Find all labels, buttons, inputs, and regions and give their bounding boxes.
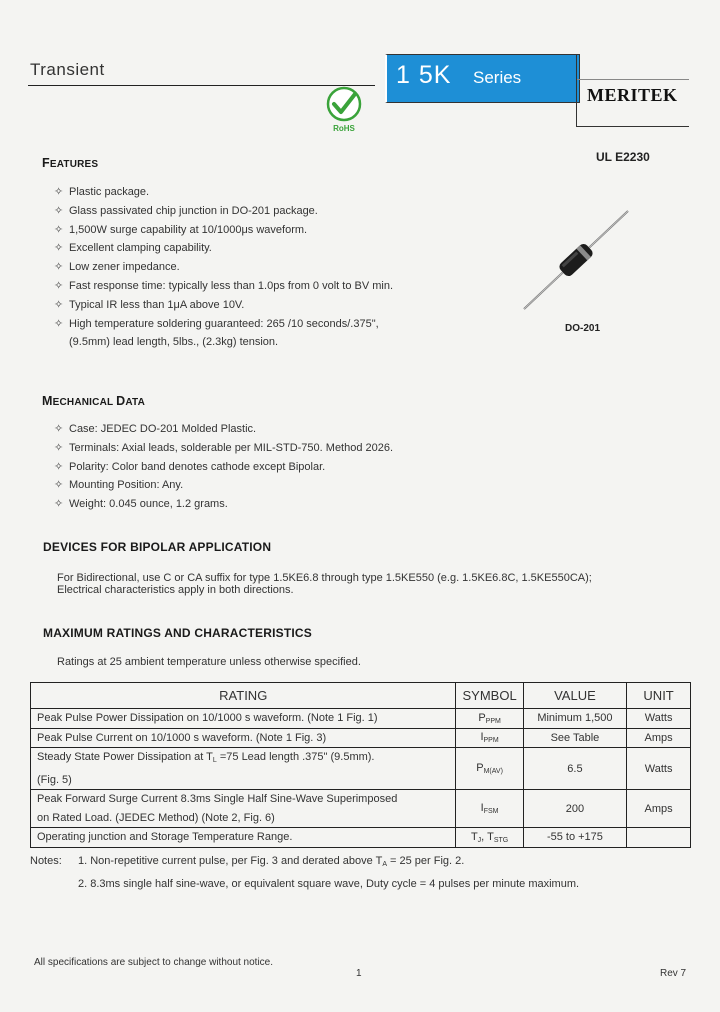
document-title-left: Transient — [30, 60, 105, 79]
list-item: ✧ Mounting Position: Any. — [54, 476, 393, 495]
package-label: DO-201 — [565, 323, 601, 334]
rating-cell: Steady State Power Dissipation at $T_L =75$ Lead length .375" (9.5mm). (Fig. 5) — [31, 748, 456, 790]
column-header-value: VALUE — [523, 683, 627, 709]
unit-cell: Watts — [627, 748, 691, 790]
symbol-cell: $I_{PPM}$ — [456, 728, 523, 748]
bullet-diamond-icon: ✧ — [54, 279, 64, 292]
ratings-title: MAXIMUM RATINGS AND CHARACTERISTICS — [43, 626, 312, 640]
ratings-intro: Ratings at 25 ambient temperature unless otherwise specified. — [57, 656, 361, 668]
ratings-table — [30, 682, 691, 848]
page-number: 1 — [356, 968, 362, 979]
bipolar-title: DEVICES FOR BIPOLAR APPLICATION — [43, 540, 272, 554]
unit-cell: Amps — [627, 728, 691, 748]
list-item: ✧ Glass passivated chip junction in DO-201 package. — [54, 202, 393, 221]
mechanical-title: MECHANICAL DATA — [42, 394, 146, 408]
bullet-diamond-icon: ✧ — [54, 498, 64, 511]
list-item: ✧ Fast response time: typically less than 1.0ps from 0 volt to BV min. — [54, 277, 393, 296]
symbol-cell: $P_{PPM}$ — [456, 709, 523, 729]
ul-certification: UL E2230 — [596, 150, 650, 164]
diode-package-icon — [512, 205, 640, 315]
bullet-diamond-icon: ✧ — [54, 242, 64, 255]
rating-cell: Peak Forward Surge Current 8.3ms Single Half Sine-Wave Superimposed on Rated Load. (JEDEC Method) (Note 2, Fig. 6) — [31, 790, 456, 828]
bipolar-line-1: For Bidirectional, use C or CA suffix for type 1.5KE6.8 through type 1.5KE550 (e.g. 1.5KE6.8C, 1.5KE550CA); — [57, 572, 592, 584]
value-cell: Minimum 1,500 — [523, 709, 627, 729]
symbol-cell: $I_{FSM}$ — [456, 790, 523, 828]
column-header-symbol: SYMBOL — [456, 683, 523, 709]
bullet-diamond-icon: ✧ — [54, 460, 64, 473]
list-item: ✧ Polarity: Color band denotes cathode except Bipolar. — [54, 458, 393, 477]
unit-cell: Watts — [627, 709, 691, 729]
bullet-diamond-icon: ✧ — [54, 441, 64, 454]
list-item: ✧ Weight: 0.045 ounce, 1.2 grams. — [54, 495, 393, 514]
bullet-diamond-icon: ✧ — [54, 423, 64, 435]
table-row — [31, 748, 691, 790]
column-header-unit: UNIT — [627, 683, 691, 709]
revision-label: Rev 7 — [660, 968, 687, 979]
list-item: ✧ Plastic package. — [54, 183, 393, 202]
unit-cell: Amps — [627, 790, 691, 828]
bullet-diamond-icon: ✧ — [54, 186, 64, 198]
bullet-diamond-icon: ✧ — [54, 317, 64, 330]
notes-block — [30, 852, 579, 893]
list-item-continuation: (9.5mm) lead length, 5lbs., (2.3kg) tension. — [69, 336, 279, 349]
table-row — [31, 709, 691, 729]
diode-illustration — [512, 205, 640, 315]
series-number: 1 5K — [396, 61, 452, 89]
footer-disclaimer: All specifications are subject to change without notice. — [34, 957, 274, 968]
notes-label: Notes: — [30, 855, 62, 867]
list-item: ✧ High temperature soldering guaranteed: 265 /10 seconds/.375", — [54, 315, 393, 334]
brand-logo: MERITEK — [587, 85, 678, 105]
value-cell: 6.5 — [523, 748, 627, 790]
bullet-diamond-icon: ✧ — [54, 298, 64, 311]
rohs-text: RoHS — [333, 124, 355, 133]
rating-cell: Operating junction and Storage Temperature Range. — [31, 828, 456, 848]
bullet-diamond-icon: ✧ — [54, 223, 64, 236]
table-row — [31, 828, 691, 848]
value-cell: -55 to +175 — [523, 828, 627, 848]
list-item: ✧ Typical IR less than 1μA above 10V. — [54, 296, 393, 315]
unit-cell — [627, 828, 691, 848]
table-row — [31, 728, 691, 748]
note-1: Notes: 1. Non-repetitive current pulse, per Fig. 3 and derated above $T_A = 25$ per Fig. 2. — [30, 852, 579, 875]
bullet-diamond-icon: ✧ — [54, 261, 64, 274]
bipolar-line-2: Electrical characteristics apply in both directions. — [57, 584, 294, 596]
list-item: ✧ Case: JEDEC DO-201 Molded Plastic. — [54, 420, 393, 439]
table-row — [31, 790, 691, 828]
features-title: FEATURES — [42, 156, 99, 170]
value-cell: See Table — [523, 728, 627, 748]
symbol-cell: $T_J$, $T_{STG}$ — [456, 828, 523, 848]
header-rule — [28, 85, 375, 86]
series-banner — [385, 54, 580, 103]
brand-rule — [577, 79, 689, 80]
rohs-logo — [325, 86, 363, 134]
bullet-diamond-icon: ✧ — [54, 479, 64, 492]
list-item: ✧ Terminals: Axial leads, solderable per MIL-STD-750. Method 2026. — [54, 439, 393, 458]
note-2: 2. 8.3ms single half sine-wave, or equivalent square wave, Duty cycle = 4 pulses per minute maximum. — [78, 877, 580, 890]
list-item: ✧ Low zener impedance. — [54, 258, 393, 277]
rohs-check-icon — [325, 86, 363, 134]
value-cell: 200 — [523, 790, 627, 828]
features-list — [54, 183, 393, 352]
list-item: ✧ 1,500W surge capability at 10/1000μs waveform. — [54, 221, 393, 240]
mechanical-list — [54, 420, 393, 514]
bullet-diamond-icon: ✧ — [54, 204, 64, 217]
list-item: ✧ Excellent clamping capability. — [54, 239, 393, 258]
rating-cell: Peak Pulse Power Dissipation on 10/1000 s waveform. (Note 1 Fig. 1) — [31, 709, 456, 729]
column-header-rating: RATING — [31, 683, 456, 709]
series-word: Series — [473, 68, 522, 87]
rating-cell: Peak Pulse Current on 10/1000 s waveform. (Note 1 Fig. 3) — [31, 728, 456, 748]
symbol-cell: $P_{M(AV)}$ — [456, 748, 523, 790]
table-header-row — [31, 683, 691, 709]
brand-box — [576, 54, 689, 127]
